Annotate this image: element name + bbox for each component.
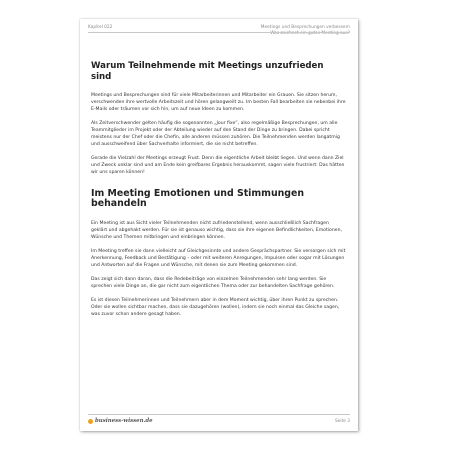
logo-dot-icon <box>88 419 93 424</box>
paragraph: Als Zeitverschwender gelten häufig die sogenannten „Jour fixe“, also regelmäßige Besprechungen, um alle Teammitglieder im Projekt oder der Abteilung wieder auf den Stand der Dinge zu bringen. Dabei spricht meistens nur der Chef oder die Chefin, alle anderen müssen zuhören. Die Teilnehmenden werden langatmig und ausschweifend über Sachverhalte informiert, die sie nicht betreffen. <box>91 121 340 148</box>
section-heading-emotionen: Im Meeting Emotionen und Stimmungen behandeln <box>91 187 305 210</box>
page-number: Seite 3 <box>335 418 350 424</box>
paragraph: Es ist diesen Teilnehmerinnen und Teilnehmern aber in dem Moment wichtig, über ihren Punkt zu sprechen. Oder sie wollen sichtbar machen, dass sie dazugehören (wollen), indem sie noch einmal das Gleiche sagen, was zuvor schon andere gesagt haben. <box>91 297 340 317</box>
header-title-line2: Was zeichnet ein gutes Meeting aus? <box>270 30 350 36</box>
paragraph: Gerade die Vielzahl der Meetings erzeugt Frust. Denn die eigentliche Arbeit bleibt liegen. Und wenn dann Ziel und Zweck unklar sind und am Ende kein greifbares Ergebnis herauskommt, sagen viele frustriert: Das hätten wir uns sparen können! <box>91 156 345 176</box>
paragraph: Ein Meeting ist aus Sicht vieler Teilnehmenden nicht zufriedenstellend, wenn ausschließlich Sachfragen geklärt und abgehakt werden. Für sie ist genauso wichtig, dass sie ihre eigenen Befindlichkeiten, Emotionen, Wünsche und Themen mitbringen und einbringen können. <box>91 220 342 240</box>
logo-text: business-wissen.de <box>95 417 153 424</box>
paragraph: Das zeigt sich dann daran, dass die Redebeiträge von einzelnen Teilnehmenden sehr lang werden. Sie sprechen viele Dinge an, die gar nicht zum eigentlichen Thema oder zur behandelten Sachfrage gehören. <box>91 276 335 289</box>
header-title-line1: Meetings und Besprechungen verbessern <box>260 25 350 30</box>
section-heading-unzufrieden: Warum Teilnehmende mit Meetings unzufrieden sind <box>91 61 324 82</box>
paragraph: Meetings und Besprechungen sind für viele Mitarbeiterinnen und Mitarbeiter ein Grauen. Sie sitzen herum, verschwenden ihre wertvolle Arbeitszeit und hören gelangweilt zu. Im besten Fall bearbeiten sie nebenbei ihre E-Mails oder träumen vor sich hin, um auf neue Ideen zu kommen. <box>91 93 346 113</box>
chapter-label: Kapitel 022 <box>88 25 113 30</box>
paragraph: Im Meeting treffen sie dann vielleicht auf Gleichgesinnte und andere Gesprächspartner. Sie versorgen sich mit Anerkennung, Feedback und Bestätigung – oder mit weiteren Anregungen, Impulsen oder sogar mit Lösungen und Antworten auf die Fragen und Wünsche, mit denen sie zum Meeting gekommen sind. <box>91 248 346 268</box>
header-divider <box>88 32 350 33</box>
footer-divider <box>88 414 350 415</box>
document-page <box>80 19 358 431</box>
page-content <box>91 61 346 325</box>
